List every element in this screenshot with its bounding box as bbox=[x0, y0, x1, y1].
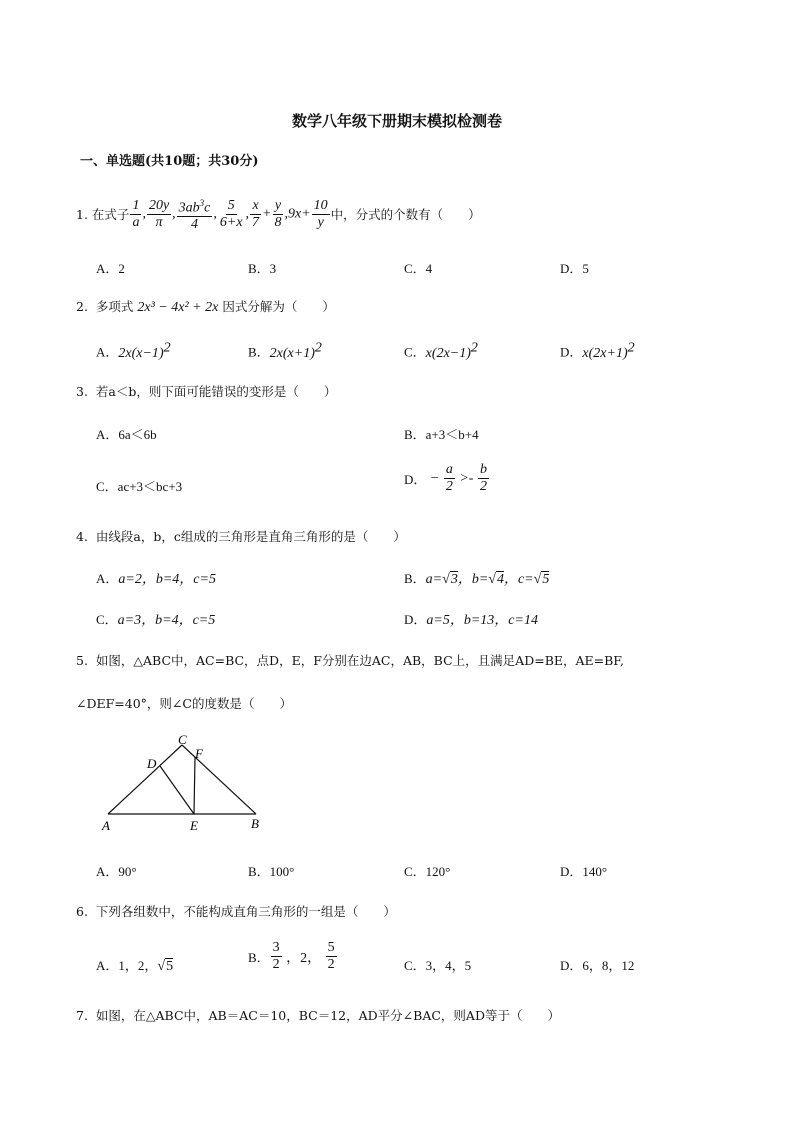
option-a[interactable]: A．a=2，b=4，c=5 bbox=[96, 571, 216, 587]
label-f: F bbox=[195, 746, 203, 761]
option-d[interactable]: D．$x(2x+1)^2$ bbox=[560, 340, 635, 361]
option-b[interactable]: B．$2x(x+1)^2$ bbox=[248, 340, 322, 361]
segment-ef bbox=[194, 757, 195, 814]
option-d[interactable]: D．140° bbox=[560, 864, 608, 879]
question-number: 2. bbox=[76, 299, 88, 314]
option-b[interactable]: B． $\frac{3}{2}$ ，2， $\frac{5}{2}$ bbox=[248, 940, 335, 972]
option-b[interactable]: B．3 bbox=[248, 261, 277, 276]
question-number: 5. bbox=[76, 653, 88, 668]
option-c[interactable]: C．3，4，5 bbox=[404, 958, 472, 973]
option-d[interactable]: D．6，8，12 bbox=[560, 958, 635, 973]
question-stem-line1: 如图，△ABC中，AC=BC，点D，E，F分别在边AC，AB，BC上，且满足AD=BE，AE=BF, bbox=[95, 653, 625, 668]
question-number: 6. bbox=[76, 904, 88, 919]
triangle-figure bbox=[98, 730, 278, 835]
option-a[interactable]: A．90° bbox=[96, 864, 137, 879]
option-c[interactable]: C．ac+3＜bc+3 bbox=[96, 479, 183, 494]
question-stem: 由线段a，b，c组成的三角形是直角三角形的是（ ） bbox=[95, 529, 406, 544]
segment-bc bbox=[182, 745, 256, 814]
question-number: 4. bbox=[76, 529, 88, 544]
q1-expression-list: $\frac{1}{a}$ , $\frac{20y}{\pi}$ , $\frac{3ab^3c}{4}$ , $\frac{5}{6+x}$ , $\frac{x}{7}$ + $\frac{y}{8}$ ,9x+ $\frac{10}{y}$ bbox=[129, 195, 330, 234]
option-d[interactable]: D． − $\frac{a}{2}$ >- $\frac{b}{2}$ bbox=[404, 462, 487, 494]
segment-de bbox=[160, 766, 194, 814]
question-lead: 在式子 bbox=[91, 207, 130, 222]
segment-ac bbox=[108, 745, 182, 814]
question-number: 3. bbox=[76, 384, 88, 399]
question-number: 7. bbox=[76, 1008, 88, 1023]
question-number: 1. bbox=[76, 206, 88, 222]
label-e: E bbox=[190, 818, 198, 833]
option-c[interactable]: C．120° bbox=[404, 864, 451, 879]
label-d: D bbox=[147, 756, 157, 771]
option-b[interactable]: B．a=√3，b=√4，c=√5 bbox=[404, 571, 550, 587]
option-c[interactable]: C．$x(2x-1)^2$ bbox=[404, 340, 478, 361]
question-lead: 多项式 bbox=[95, 299, 134, 314]
option-d[interactable]: D．5 bbox=[560, 261, 589, 276]
option-c[interactable]: C．a=3，b=4，c=5 bbox=[96, 612, 216, 628]
question-tail: 中，分式的个数有（ ） bbox=[330, 207, 481, 222]
question-1 bbox=[76, 192, 481, 236]
question-5 bbox=[76, 651, 624, 669]
question-tail: 因式分解为（ ） bbox=[222, 299, 335, 314]
option-a[interactable]: A．1，2，√5 bbox=[96, 958, 174, 974]
question-stem: 如图，在△ABC中，AB＝AC＝10，BC＝12，AD平分∠BAC，则AD等于（ ） bbox=[95, 1008, 560, 1023]
option-d[interactable]: D．a=5，b=13，c=14 bbox=[404, 612, 538, 628]
question-5-line2: ∠DEF=40°，则∠C的度数是（ ） bbox=[76, 696, 292, 711]
page-title: 数学八年级下册期末模拟检测卷 bbox=[291, 112, 502, 130]
section-heading: 一、单选题(共10题；共30分) bbox=[80, 154, 259, 169]
option-b[interactable]: B．100° bbox=[248, 864, 295, 879]
label-b: B bbox=[251, 816, 259, 831]
label-a: A bbox=[102, 818, 110, 833]
question-2 bbox=[76, 297, 335, 316]
option-a[interactable]: A．$2x(x-1)^2$ bbox=[96, 340, 171, 361]
question-7 bbox=[76, 1006, 560, 1024]
question-6 bbox=[76, 902, 396, 920]
q2-expression: 2x³ − 4x² + 2x bbox=[137, 300, 219, 315]
option-c[interactable]: C．4 bbox=[404, 261, 433, 276]
option-b[interactable]: B．a+3＜b+4 bbox=[404, 427, 479, 442]
label-c: C bbox=[178, 732, 187, 747]
option-a[interactable]: A．2 bbox=[96, 261, 125, 276]
question-stem: 若a＜b，则下面可能错误的变形是（ ） bbox=[95, 384, 337, 399]
question-3 bbox=[76, 382, 336, 400]
question-4 bbox=[76, 527, 406, 545]
option-a[interactable]: A．6a＜6b bbox=[96, 427, 157, 442]
question-stem: 下列各组数中，不能构成直角三角形的一组是（ ） bbox=[95, 904, 396, 919]
